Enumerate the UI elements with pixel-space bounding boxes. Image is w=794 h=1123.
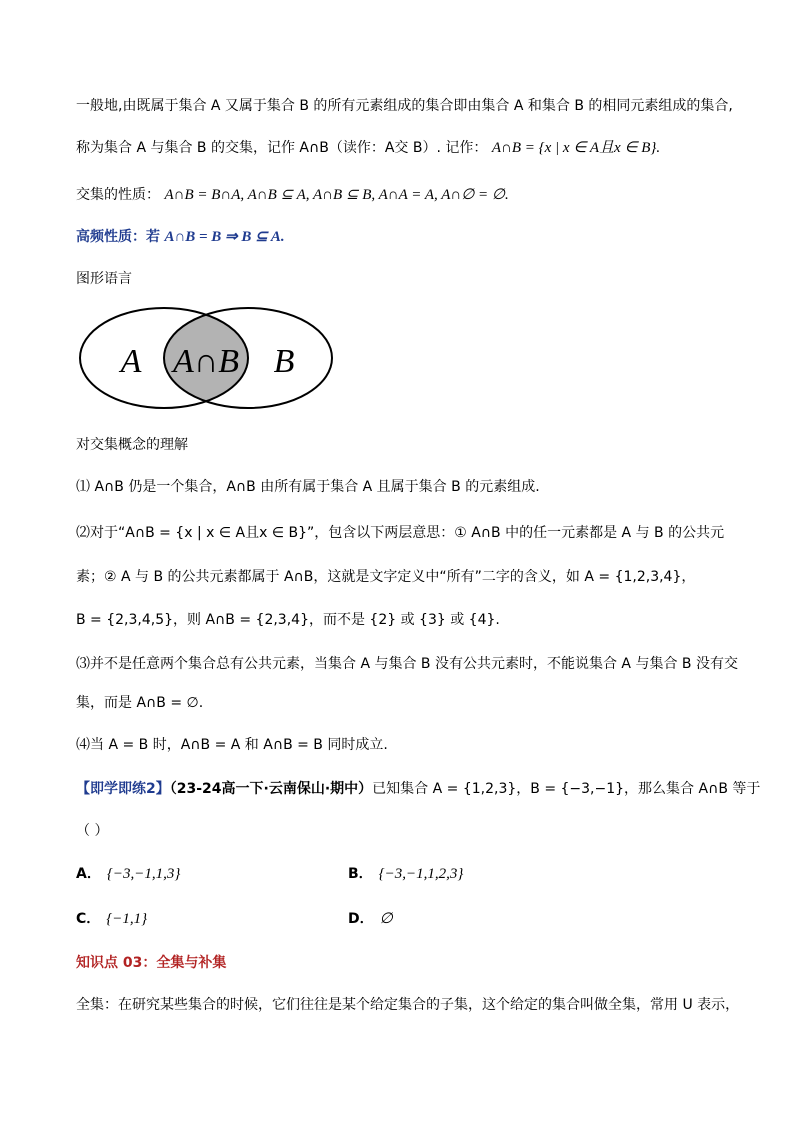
option-a-label: A．: [76, 866, 101, 882]
exercise-source: （23-24高一下·云南保山·期中）: [169, 781, 373, 797]
high-frequency-label: 高频性质：若: [76, 229, 160, 245]
item-3-line-1: ⑶并不是任意两个集合总有公共元素，当集合 A 与集合 B 没有公共元素时，不能说集合 A 与集合 B 没有交: [76, 656, 738, 672]
understanding-title: 对交集概念的理解: [76, 437, 188, 453]
option-c[interactable]: [76, 909, 147, 929]
exercise-paren: （ ）: [76, 823, 109, 839]
definition-line-1: 一般地,由既属于集合 A 又属于集合 B 的所有元素组成的集合即由集合 A 和集合 B 的相同元素组成的集合,: [76, 98, 733, 114]
exercise-stem: [76, 779, 761, 799]
properties-label: 交集的性质：: [76, 187, 160, 203]
item-2-line-2: 素；② A 与 B 的公共元素都属于 A∩B，这就是文字定义中“所有”二字的含义，如 A = {1,2,3,4}，: [76, 569, 696, 585]
venn-label-a: A: [120, 343, 142, 380]
option-b-label: B．: [348, 866, 373, 882]
high-frequency-formula: A∩B = B ⇒ B ⊆ A.: [164, 229, 285, 245]
item-2-line-3: B = {2,3,4,5}，则 A∩B = {2,3,4}，而不是 {2} 或 {3} 或 {4}.: [76, 612, 500, 628]
properties-line: [76, 185, 736, 205]
properties-formula: A∩B = B∩A, A∩B ⊆ A, A∩B ⊆ B, A∩A = A, A∩∅ = ∅.: [164, 187, 509, 203]
option-d-text: ∅: [379, 911, 393, 927]
definition-line-2: [76, 138, 736, 158]
universal-set-definition: 全集：在研究某些集合的时候，它们往往是某个给定集合的子集，这个给定的集合叫做全集，常用 U 表示，: [76, 997, 740, 1013]
option-c-text: {−1,1}: [106, 911, 148, 927]
exercise-tag: 【即学即练2】: [76, 781, 170, 797]
intersection-formula: A∩B = {x | x ∈ A且x ∈ B}.: [491, 140, 661, 156]
option-b-text: {−3,−1,1,2,3}: [378, 866, 464, 882]
item-1: ⑴ A∩B 仍是一个集合，A∩B 由所有属于集合 A 且属于集合 B 的元素组成.: [76, 479, 540, 495]
item-3-line-2: 集，而是 A∩B = ∅.: [76, 695, 204, 711]
knowledge-point-title: 知识点 03：全集与补集: [76, 955, 227, 971]
high-frequency-line: [76, 227, 736, 247]
option-b[interactable]: [348, 864, 463, 884]
item-4: ⑷当 A = B 时，A∩B = A 和 A∩B = B 同时成立.: [76, 737, 388, 753]
definition-text: 称为集合 A 与集合 B 的交集，记作 A∩B（读作：A交 B）. 记作：: [76, 140, 488, 156]
option-d[interactable]: [348, 909, 393, 929]
option-c-label: C．: [76, 911, 101, 927]
venn-diagram: [76, 306, 346, 410]
exercise-question: 已知集合 A = {1,2,3}，B = {−3,−1}，那么集合 A∩B 等于: [372, 781, 761, 797]
option-a-text: {−3,−1,1,3}: [106, 866, 181, 882]
venn-label-intersection: A∩B: [172, 343, 240, 380]
option-d-label: D．: [348, 911, 374, 927]
option-a[interactable]: [76, 864, 180, 884]
venn-label-b: B: [273, 343, 295, 380]
graphic-title: 图形语言: [76, 271, 132, 287]
item-2-line-1: ⑵对于“A∩B = {x | x ∈ A且x ∈ B}”，包含以下两层意思：① A∩B 中的任一元素都是 A 与 B 的公共元: [76, 525, 725, 541]
